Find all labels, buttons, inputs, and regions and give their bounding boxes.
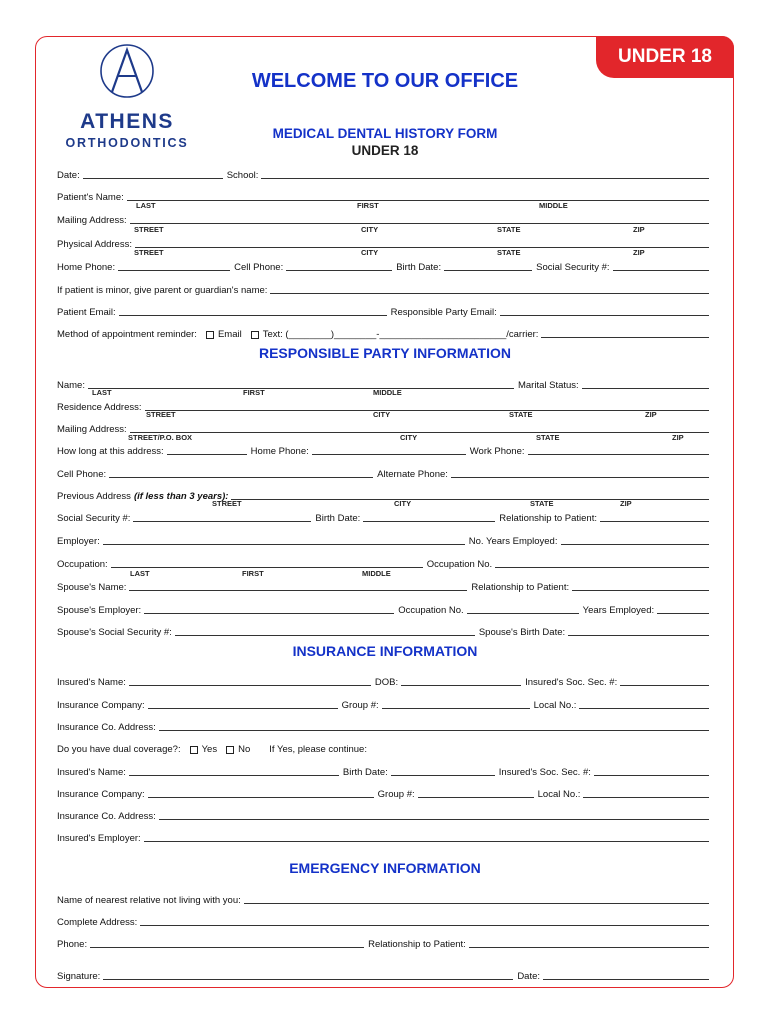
complete-address-field[interactable] — [140, 916, 709, 926]
insured-name2-label: Insured's Name: — [57, 767, 126, 778]
occupation-label: Occupation: — [57, 559, 108, 570]
sub-last: LAST — [130, 569, 150, 578]
spouse-relationship-label: Relationship to Patient: — [471, 582, 570, 593]
sub-state: STATE — [497, 225, 521, 234]
marital-status-label: Marital Status: — [517, 380, 579, 391]
sub-zip: ZIP — [645, 410, 657, 419]
rp-birth-date-label: Birth Date: — [315, 513, 361, 524]
sub-state: STATE — [509, 410, 533, 419]
insurance-company2-field[interactable] — [148, 788, 374, 798]
physical-address-field[interactable] — [135, 238, 709, 248]
mailing-address-field[interactable] — [130, 214, 709, 224]
home-phone-field[interactable] — [118, 261, 230, 271]
previous-address-note: (if less than 3 years): — [133, 491, 229, 502]
group2-label: Group #: — [377, 789, 415, 800]
email-row — [57, 304, 713, 318]
cell-phone-label: Cell Phone: — [234, 262, 284, 273]
marital-status-field[interactable] — [582, 379, 709, 389]
guardian-field[interactable] — [270, 284, 709, 294]
work-phone-label: Work Phone: — [469, 446, 525, 457]
insurance-company-field[interactable] — [148, 699, 338, 709]
insurance-address2-label: Insurance Co. Address: — [57, 811, 156, 822]
insured-name-field[interactable] — [129, 676, 371, 686]
rp-cell-field[interactable] — [109, 468, 373, 478]
insurance-address-label: Insurance Co. Address: — [57, 722, 156, 733]
form-subtitle: UNDER 18 — [351, 143, 419, 158]
school-field[interactable] — [261, 169, 709, 179]
insurance-heading: INSURANCE INFORMATION — [292, 643, 478, 659]
occupation-no-field[interactable] — [495, 558, 709, 568]
emergency-relationship-label: Relationship to Patient: — [368, 939, 466, 950]
dual-coverage-row — [57, 741, 713, 755]
insurance-address-row — [57, 719, 713, 733]
sub-street: STREET — [134, 225, 164, 234]
insured-name2-row — [57, 764, 713, 778]
rp-relationship-label: Relationship to Patient: — [499, 513, 597, 524]
residence-field[interactable] — [145, 401, 710, 411]
local-label: Local No.: — [533, 700, 577, 711]
date-label: Date: — [57, 170, 80, 181]
sub-city: CITY — [394, 499, 412, 508]
spouse-birth-field[interactable] — [568, 626, 709, 636]
signature-label: Signature: — [57, 971, 101, 982]
insured-name2-field[interactable] — [129, 766, 339, 776]
signature-date-label: Date: — [517, 971, 541, 982]
local2-label: Local No.: — [537, 789, 581, 800]
yes-checkbox[interactable] — [190, 746, 198, 754]
insured-name-row — [57, 674, 713, 688]
sub-city: CITY — [361, 248, 379, 257]
how-long-row — [57, 443, 713, 457]
under-18-tab: UNDER 18 — [596, 36, 734, 78]
sub-street: STREET — [212, 499, 242, 508]
emergency-heading: EMERGENCY INFORMATION — [289, 860, 481, 876]
birth-date-field[interactable] — [444, 261, 532, 271]
rp-name-label: Name: — [57, 380, 85, 391]
sub-first: FIRST — [357, 201, 379, 210]
rp-cell-label: Cell Phone: — [57, 469, 107, 480]
sub-city: CITY — [373, 410, 391, 419]
sub-state: STATE — [530, 499, 554, 508]
yes-label: Yes — [201, 744, 218, 755]
insurance-address2-row — [57, 808, 713, 822]
insured-employer-field[interactable] — [144, 832, 709, 842]
spouse-birth-label: Spouse's Birth Date: — [478, 627, 566, 638]
relative-label: Name of nearest relative not living with you: — [57, 895, 241, 906]
mailing-address-row — [57, 212, 713, 226]
athens-orthodontics-logo — [62, 42, 192, 162]
alternate-phone-field[interactable] — [451, 468, 709, 478]
rp-relationship-field[interactable] — [600, 512, 709, 522]
insurance-company-row — [57, 697, 713, 711]
sub-zip: ZIP — [633, 225, 645, 234]
how-long-field[interactable] — [167, 445, 247, 455]
emergency-phone-row — [57, 936, 713, 950]
athens-logo-mark-icon — [98, 42, 156, 104]
spouse-name-row — [57, 579, 713, 593]
spouse-occupation-no-field[interactable] — [467, 604, 579, 614]
rp-home-phone-field[interactable] — [312, 445, 466, 455]
birth-date2-field[interactable] — [391, 766, 495, 776]
rp-mailing-field[interactable] — [130, 423, 709, 433]
reminder-row — [57, 326, 713, 340]
sub-middle: MIDDLE — [373, 388, 402, 397]
sub-last: LAST — [136, 201, 156, 210]
logo-name: ATHENS — [80, 110, 174, 133]
insurance-company-label: Insurance Company: — [57, 700, 145, 711]
spouse-years-label: Years Employed: — [582, 605, 655, 616]
spouse-years-field[interactable] — [657, 604, 709, 614]
sub-city: CITY — [400, 433, 418, 442]
group2-field[interactable] — [418, 788, 534, 798]
physical-address-label: Physical Address: — [57, 239, 132, 250]
sub-street-po-box: STREET/P.O. BOX — [128, 433, 193, 442]
text-option-label: Text: (________)________-________________________/carrier: — [262, 329, 539, 340]
spouse-employer-row — [57, 602, 713, 616]
alternate-phone-label: Alternate Phone: — [377, 469, 448, 480]
sub-state: STATE — [497, 248, 521, 257]
residence-label: Residence Address: — [57, 402, 142, 413]
local-field[interactable] — [579, 699, 709, 709]
reminder-label: Method of appointment reminder: — [57, 329, 197, 340]
insured-ssn-field[interactable] — [620, 676, 709, 686]
rp-ssn-field[interactable] — [133, 512, 311, 522]
patient-email-field[interactable] — [119, 306, 387, 316]
date-field[interactable] — [83, 169, 223, 179]
complete-address-row — [57, 914, 713, 928]
sub-street: STREET — [146, 410, 176, 419]
patient-name-label: Patient's Name: — [57, 192, 124, 203]
relative-row — [57, 892, 713, 906]
no-checkbox[interactable] — [226, 746, 234, 754]
insurance-address2-field[interactable] — [159, 810, 709, 820]
mailing-address-label: Mailing Address: — [57, 215, 127, 226]
guardian-row — [57, 282, 713, 296]
previous-address-label: Previous Address — [57, 491, 131, 502]
sub-zip: ZIP — [633, 248, 645, 257]
responsible-party-heading: RESPONSIBLE PARTY INFORMATION — [258, 345, 511, 361]
sub-city: CITY — [361, 225, 379, 234]
rp-home-phone-label: Home Phone: — [250, 446, 309, 457]
spouse-employer-label: Spouse's Employer: — [57, 605, 142, 616]
previous-address-field[interactable] — [231, 490, 709, 500]
spouse-relationship-field[interactable] — [572, 581, 709, 591]
rp-birth-date-field[interactable] — [363, 512, 495, 522]
signature-field[interactable] — [103, 970, 513, 980]
sub-state: STATE — [536, 433, 560, 442]
occupation-row — [57, 556, 713, 570]
sub-first: FIRST — [242, 569, 264, 578]
years-employed-field[interactable] — [561, 535, 710, 545]
insured-ssn2-label: Insured's Soc. Sec. #: — [498, 767, 591, 778]
work-phone-field[interactable] — [528, 445, 709, 455]
insured-employer-row — [57, 830, 713, 844]
occupation-no-label: Occupation No. — [426, 559, 493, 570]
carrier-field[interactable] — [541, 328, 709, 338]
insured-ssn2-field[interactable] — [594, 766, 709, 776]
school-label: School: — [226, 170, 259, 181]
text-checkbox[interactable] — [251, 331, 259, 339]
group-field[interactable] — [382, 699, 530, 709]
phones-row — [57, 259, 713, 273]
spouse-ssn-field[interactable] — [175, 626, 475, 636]
rp-mailing-label: Mailing Address: — [57, 424, 127, 435]
sub-last: LAST — [92, 388, 112, 397]
spouse-name-label: Spouse's Name: — [57, 582, 127, 593]
responsible-email-label: Responsible Party Email: — [390, 307, 497, 318]
relative-field[interactable] — [244, 894, 709, 904]
responsible-email-field[interactable] — [500, 306, 709, 316]
sub-first: FIRST — [243, 388, 265, 397]
cell-phone-field[interactable] — [286, 261, 392, 271]
dual-coverage-label: Do you have dual coverage?: — [57, 744, 181, 755]
local2-field[interactable] — [583, 788, 709, 798]
insured-ssn-label: Insured's Soc. Sec. #: — [525, 677, 618, 688]
email-option-label: Email — [217, 329, 242, 340]
patient-name-field[interactable] — [127, 191, 709, 201]
emergency-phone-label: Phone: — [57, 939, 88, 950]
insured-name-label: Insured's Name: — [57, 677, 126, 688]
insurance-company2-row — [57, 786, 713, 800]
birth-date-label: Birth Date: — [396, 262, 442, 273]
spouse-ssn-label: Spouse's Social Security #: — [57, 627, 172, 638]
emergency-relationship-field[interactable] — [469, 938, 709, 948]
years-employed-label: No. Years Employed: — [468, 536, 558, 547]
signature-row — [57, 968, 713, 982]
logo-subtitle: ORTHODONTICS — [65, 136, 189, 150]
insurance-address-field[interactable] — [159, 721, 709, 731]
insurance-company2-label: Insurance Company: — [57, 789, 145, 800]
guardian-label: If patient is minor, give parent or guardian's name: — [57, 285, 268, 296]
ssn-field[interactable] — [613, 261, 709, 271]
group-label: Group #: — [341, 700, 379, 711]
if-yes-label: If Yes, please continue: — [269, 744, 367, 755]
spouse-occupation-no-label: Occupation No. — [398, 605, 464, 616]
dob-label: DOB: — [374, 677, 399, 688]
rp-ssn-label: Social Security #: — [57, 513, 131, 524]
spouse-employer-field[interactable] — [144, 604, 394, 614]
birth-date2-label: Birth Date: — [342, 767, 388, 778]
rp-ssn-row — [57, 510, 713, 524]
sub-zip: ZIP — [620, 499, 632, 508]
sub-zip: ZIP — [672, 433, 684, 442]
how-long-label: How long at this address: — [57, 446, 164, 457]
occupation-field[interactable] — [111, 558, 423, 568]
complete-address-label: Complete Address: — [57, 917, 138, 928]
employer-field[interactable] — [103, 535, 465, 545]
employer-label: Employer: — [57, 536, 100, 547]
rp-name-field[interactable] — [88, 379, 514, 389]
sub-street: STREET — [134, 248, 164, 257]
date-school-row — [57, 167, 713, 181]
rp-cell-row — [57, 466, 713, 480]
spouse-name-field[interactable] — [129, 581, 467, 591]
patient-email-label: Patient Email: — [57, 307, 116, 318]
sub-middle: MIDDLE — [539, 201, 568, 210]
page-title: WELCOME TO OUR OFFICE — [251, 70, 519, 92]
spouse-ssn-row — [57, 624, 713, 638]
signature-date-field[interactable] — [543, 970, 709, 980]
ssn-label: Social Security #: — [536, 262, 610, 273]
employer-row — [57, 533, 713, 547]
no-label: No — [238, 744, 251, 755]
form-title: MEDICAL DENTAL HISTORY FORM — [272, 126, 498, 141]
insured-employer-label: Insured's Employer: — [57, 833, 141, 844]
dob-field[interactable] — [401, 676, 521, 686]
sub-middle: MIDDLE — [362, 569, 391, 578]
home-phone-label: Home Phone: — [57, 262, 116, 273]
previous-address-row — [57, 488, 713, 502]
emergency-phone-field[interactable] — [90, 938, 364, 948]
email-checkbox[interactable] — [206, 331, 214, 339]
